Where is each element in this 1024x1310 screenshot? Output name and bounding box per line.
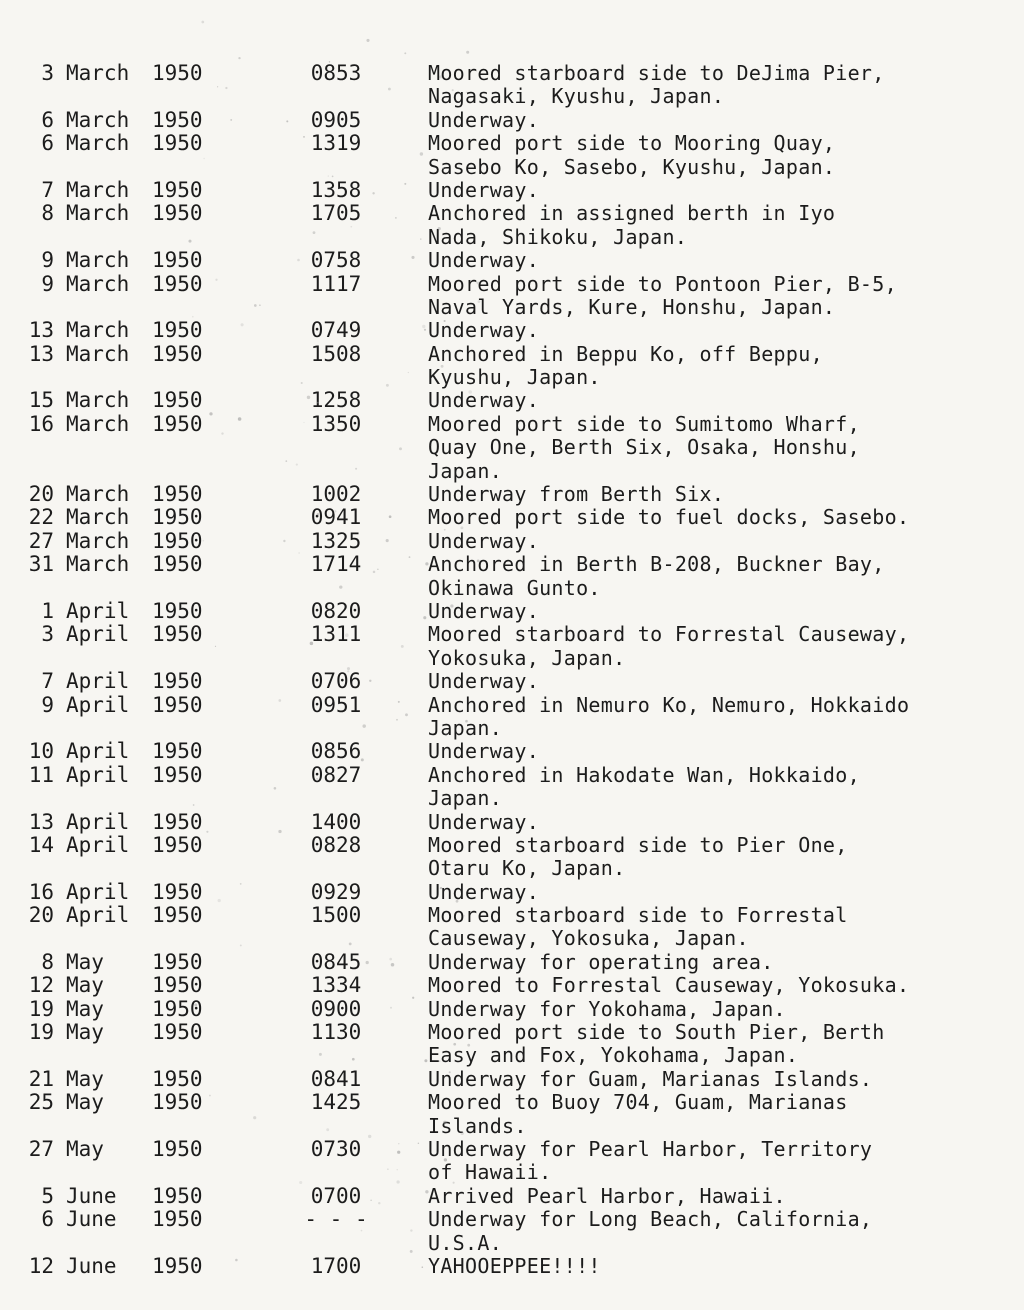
entry-time: 0758 (310, 248, 362, 273)
entry-year: 1950 (152, 1066, 203, 1091)
log-entry (0, 179, 1024, 202)
entry-day: 20 (28, 903, 54, 928)
entry-day: 20 (28, 482, 54, 507)
entry-month: June (66, 1253, 117, 1278)
entry-description: Kyushu, Japan. (428, 365, 601, 390)
log-entry (0, 740, 1024, 763)
entry-month: March (66, 177, 130, 202)
entry-year: 1950 (152, 341, 203, 366)
entry-description: Easy and Fox, Yokohama, Japan. (428, 1043, 799, 1068)
entry-time: 1325 (310, 528, 362, 553)
log-entry (0, 623, 1024, 646)
entry-time: 0749 (310, 318, 362, 343)
entry-month: March (66, 107, 130, 132)
entry-description: Moored port side to Pontoon Pier, B-5, (428, 271, 897, 296)
entry-day: 27 (28, 528, 54, 553)
entry-time: 1705 (310, 201, 362, 226)
entry-description: Causeway, Yokosuka, Japan. (428, 926, 749, 951)
entry-day: 12 (28, 1253, 54, 1278)
entry-year: 1950 (152, 879, 203, 904)
log-entry-continuation (0, 296, 1024, 319)
entry-year: 1950 (152, 552, 203, 577)
entry-description: Moored starboard side to Forrestal (428, 903, 848, 928)
entry-month: April (66, 762, 130, 787)
entry-day: 9 (41, 271, 54, 296)
entry-description: Sasebo Ko, Sasebo, Kyushu, Japan. (428, 154, 836, 179)
entry-description: Underway. (428, 598, 540, 623)
entry-description: Nada, Shikoku, Japan. (428, 224, 688, 249)
log-entry (0, 389, 1024, 412)
entry-description: Underway. (428, 248, 540, 273)
entry-description: Underway from Berth Six. (428, 482, 725, 507)
entry-month: May (66, 1136, 104, 1161)
entry-description: YAHOOEPPEE!!!! (428, 1253, 601, 1278)
log-entry (0, 974, 1024, 997)
log-entry (0, 904, 1024, 927)
log-entry (0, 319, 1024, 342)
entry-time: 0941 (310, 505, 362, 530)
log-entry (0, 694, 1024, 717)
entry-year: 1950 (152, 482, 203, 507)
entry-day: 14 (28, 832, 54, 857)
entry-description: Nagasaki, Kyushu, Japan. (428, 84, 725, 109)
entry-day: 9 (41, 692, 54, 717)
log-entry (0, 1138, 1024, 1161)
entry-time: 0853 (310, 61, 362, 85)
entry-day: 25 (28, 1090, 54, 1115)
entry-month: April (66, 832, 130, 857)
log-entry-continuation (0, 1232, 1024, 1255)
entry-year: 1950 (152, 1136, 203, 1161)
entry-year: 1950 (152, 528, 203, 553)
entry-day: 3 (41, 622, 54, 647)
entry-description: Underway. (428, 318, 540, 343)
entry-day: 5 (41, 1183, 54, 1208)
entry-year: 1950 (152, 388, 203, 413)
entry-month: March (66, 341, 130, 366)
entry-month: March (66, 201, 130, 226)
entry-description: Moored starboard side to DeJima Pier, (428, 61, 885, 85)
entry-year: 1950 (152, 973, 203, 998)
entry-day: 7 (41, 669, 54, 694)
entry-time: 0700 (310, 1183, 362, 1208)
entry-description: Japan. (428, 458, 503, 483)
entry-time: 1425 (310, 1090, 362, 1115)
entry-month: April (66, 622, 130, 647)
entry-month: April (66, 903, 130, 928)
entry-time: 0730 (310, 1136, 362, 1161)
log-entry (0, 202, 1024, 225)
log-entry-continuation (0, 857, 1024, 880)
entry-month: April (66, 669, 130, 694)
log-entry-continuation (0, 927, 1024, 950)
entry-month: May (66, 973, 104, 998)
log-entry (0, 811, 1024, 834)
entry-year: 1950 (152, 131, 203, 156)
entry-description: Moored starboard side to Pier One, (428, 832, 848, 857)
entry-description: Underway. (428, 388, 540, 413)
entry-year: 1950 (152, 598, 203, 623)
entry-day: 6 (41, 131, 54, 156)
entry-year: 1950 (152, 1253, 203, 1278)
entry-month: May (66, 996, 104, 1021)
entry-description: Islands. (428, 1113, 527, 1138)
entry-time: 0828 (310, 832, 362, 857)
entry-time: 1714 (310, 552, 362, 577)
entry-description: of Hawaii. (428, 1160, 552, 1185)
entry-time: 1500 (310, 903, 362, 928)
log-entry-continuation (0, 647, 1024, 670)
entry-year: 1950 (152, 1183, 203, 1208)
log-entry (0, 343, 1024, 366)
entry-time: 1311 (310, 622, 362, 647)
entry-description: Underway. (428, 809, 540, 834)
entry-time: 1319 (310, 131, 362, 156)
entry-month: March (66, 482, 130, 507)
entry-time: 0929 (310, 879, 362, 904)
entry-description: Anchored in assigned berth in Iyo (428, 201, 836, 226)
log-entry (0, 764, 1024, 787)
entry-month: April (66, 739, 130, 764)
entry-description: Underway. (428, 739, 540, 764)
entry-month: March (66, 552, 130, 577)
entry-time: 0900 (310, 996, 362, 1021)
entry-time: 1700 (310, 1253, 362, 1278)
entry-year: 1950 (152, 692, 203, 717)
entry-day: 8 (41, 949, 54, 974)
log-entry-continuation (0, 787, 1024, 810)
entry-time: 1358 (310, 177, 362, 202)
log-entry-continuation (0, 226, 1024, 249)
entry-day: 22 (28, 505, 54, 530)
entry-year: 1950 (152, 903, 203, 928)
log-entry (0, 530, 1024, 553)
log-entry-continuation (0, 717, 1024, 740)
entry-month: March (66, 61, 130, 85)
entry-month: March (66, 131, 130, 156)
entry-year: 1950 (152, 177, 203, 202)
entry-year: 1950 (152, 411, 203, 436)
log-entry (0, 109, 1024, 132)
entry-year: 1950 (152, 271, 203, 296)
entry-day: 19 (28, 1020, 54, 1045)
entry-time: 1508 (310, 341, 362, 366)
entry-day: 7 (41, 177, 54, 202)
entry-description: Moored port side to fuel docks, Sasebo. (428, 505, 910, 530)
entry-time: 1117 (310, 271, 362, 296)
entry-time: 1400 (310, 809, 362, 834)
entry-year: 1950 (152, 107, 203, 132)
entry-month: April (66, 879, 130, 904)
entry-description: U.S.A. (428, 1230, 503, 1255)
entry-month: March (66, 528, 130, 553)
entry-day: 12 (28, 973, 54, 998)
log-entry (0, 483, 1024, 506)
entry-month: June (66, 1183, 117, 1208)
entry-month: March (66, 248, 130, 273)
entry-year: 1950 (152, 248, 203, 273)
entry-day: 6 (41, 107, 54, 132)
entry-day: 8 (41, 201, 54, 226)
log-entry-continuation (0, 577, 1024, 600)
entry-time: 1258 (310, 388, 362, 413)
entry-description: Yokosuka, Japan. (428, 645, 626, 670)
entry-month: March (66, 505, 130, 530)
entry-description: Underway. (428, 107, 540, 132)
log-entry-continuation (0, 366, 1024, 389)
entry-time: 0856 (310, 739, 362, 764)
log-entry-continuation (0, 436, 1024, 459)
entry-time: 0841 (310, 1066, 362, 1091)
entry-description: Underway for Long Beach, California, (428, 1207, 873, 1232)
entry-description: Japan. (428, 715, 503, 740)
entry-year: 1950 (152, 762, 203, 787)
log-entry (0, 1185, 1024, 1208)
entry-time: 1002 (310, 482, 362, 507)
log-entry-continuation (0, 85, 1024, 108)
entry-description: Underway. (428, 528, 540, 553)
entry-day: 9 (41, 248, 54, 273)
log-entry-continuation (0, 156, 1024, 179)
entry-description: Anchored in Berth B-208, Buckner Bay, (428, 552, 885, 577)
entry-day: 3 (41, 61, 54, 85)
entry-description: Underway for Guam, Marianas Islands. (428, 1066, 873, 1091)
entry-time: 0706 (310, 669, 362, 694)
entry-description: Quay One, Berth Six, Osaka, Honshu, (428, 435, 860, 460)
entry-description: Underway. (428, 669, 540, 694)
entry-description: Underway for operating area. (428, 949, 774, 974)
entry-month: March (66, 318, 130, 343)
entry-time: 0951 (310, 692, 362, 717)
entry-description: Moored port side to Mooring Quay, (428, 131, 836, 156)
log-entry (0, 273, 1024, 296)
entry-day: 27 (28, 1136, 54, 1161)
entry-description: Underway. (428, 177, 540, 202)
entry-description: Moored starboard to Forrestal Causeway, (428, 622, 910, 647)
entry-day: 1 (41, 598, 54, 623)
entry-description: Moored port side to Sumitomo Wharf, (428, 411, 860, 436)
entry-year: 1950 (152, 61, 203, 85)
entry-description: Underway for Yokohama, Japan. (428, 996, 786, 1021)
entry-description: Anchored in Nemuro Ko, Nemuro, Hokkaido (428, 692, 910, 717)
entry-day: 31 (28, 552, 54, 577)
log-entry (0, 1091, 1024, 1114)
ship-movement-log (0, 62, 1024, 1278)
log-entry (0, 1021, 1024, 1044)
log-entry (0, 881, 1024, 904)
entry-description: Underway. (428, 879, 540, 904)
entry-month: May (66, 1020, 104, 1045)
log-entry (0, 670, 1024, 693)
entry-year: 1950 (152, 809, 203, 834)
log-entry (0, 1208, 1024, 1231)
entry-time: - - - (304, 1207, 368, 1232)
entry-month: May (66, 1066, 104, 1091)
log-entry (0, 1068, 1024, 1091)
entry-month: June (66, 1207, 117, 1232)
entry-description: Moored to Buoy 704, Guam, Marianas (428, 1090, 848, 1115)
entry-day: 16 (28, 879, 54, 904)
log-entry (0, 553, 1024, 576)
log-entry (0, 1255, 1024, 1278)
entry-day: 13 (28, 318, 54, 343)
log-entry (0, 132, 1024, 155)
log-entry (0, 600, 1024, 623)
entry-day: 21 (28, 1066, 54, 1091)
entry-day: 13 (28, 341, 54, 366)
entry-day: 16 (28, 411, 54, 436)
entry-year: 1950 (152, 1207, 203, 1232)
entry-year: 1950 (152, 832, 203, 857)
entry-description: Anchored in Beppu Ko, off Beppu, (428, 341, 823, 366)
entry-month: April (66, 692, 130, 717)
entry-time: 0820 (310, 598, 362, 623)
entry-year: 1950 (152, 1090, 203, 1115)
log-entry (0, 834, 1024, 857)
entry-time: 0845 (310, 949, 362, 974)
entry-time: 1130 (310, 1020, 362, 1045)
entry-day: 19 (28, 996, 54, 1021)
entry-month: March (66, 388, 130, 413)
entry-month: May (66, 949, 104, 974)
entry-year: 1950 (152, 505, 203, 530)
entry-year: 1950 (152, 669, 203, 694)
log-entry-continuation (0, 460, 1024, 483)
entry-year: 1950 (152, 739, 203, 764)
entry-year: 1950 (152, 622, 203, 647)
log-entry (0, 951, 1024, 974)
entry-year: 1950 (152, 1020, 203, 1045)
entry-description: Naval Yards, Kure, Honshu, Japan. (428, 294, 836, 319)
entry-day: 15 (28, 388, 54, 413)
entry-time: 0905 (310, 107, 362, 132)
entry-time: 1350 (310, 411, 362, 436)
entry-month: May (66, 1090, 104, 1115)
log-entry-continuation (0, 1161, 1024, 1184)
log-entry-continuation (0, 1115, 1024, 1138)
entry-description: Moored port side to South Pier, Berth (428, 1020, 885, 1045)
entry-month: March (66, 271, 130, 296)
entry-description: Anchored in Hakodate Wan, Hokkaido, (428, 762, 860, 787)
log-entry-continuation (0, 1044, 1024, 1067)
log-entry (0, 62, 1024, 85)
entry-day: 13 (28, 809, 54, 834)
entry-day: 6 (41, 1207, 54, 1232)
entry-month: March (66, 411, 130, 436)
log-entry (0, 413, 1024, 436)
entry-year: 1950 (152, 318, 203, 343)
entry-time: 0827 (310, 762, 362, 787)
entry-year: 1950 (152, 201, 203, 226)
entry-month: April (66, 598, 130, 623)
entry-year: 1950 (152, 949, 203, 974)
entry-time: 1334 (310, 973, 362, 998)
entry-year: 1950 (152, 996, 203, 1021)
log-entry (0, 998, 1024, 1021)
entry-day: 10 (28, 739, 54, 764)
log-entry (0, 506, 1024, 529)
entry-description: Japan. (428, 786, 503, 811)
entry-description: Otaru Ko, Japan. (428, 856, 626, 881)
log-entry (0, 249, 1024, 272)
entry-description: Moored to Forrestal Causeway, Yokosuka. (428, 973, 910, 998)
entry-description: Underway for Pearl Harbor, Territory (428, 1136, 873, 1161)
entry-month: April (66, 809, 130, 834)
entry-day: 11 (28, 762, 54, 787)
entry-description: Okinawa Gunto. (428, 575, 601, 600)
entry-description: Arrived Pearl Harbor, Hawaii. (428, 1183, 786, 1208)
